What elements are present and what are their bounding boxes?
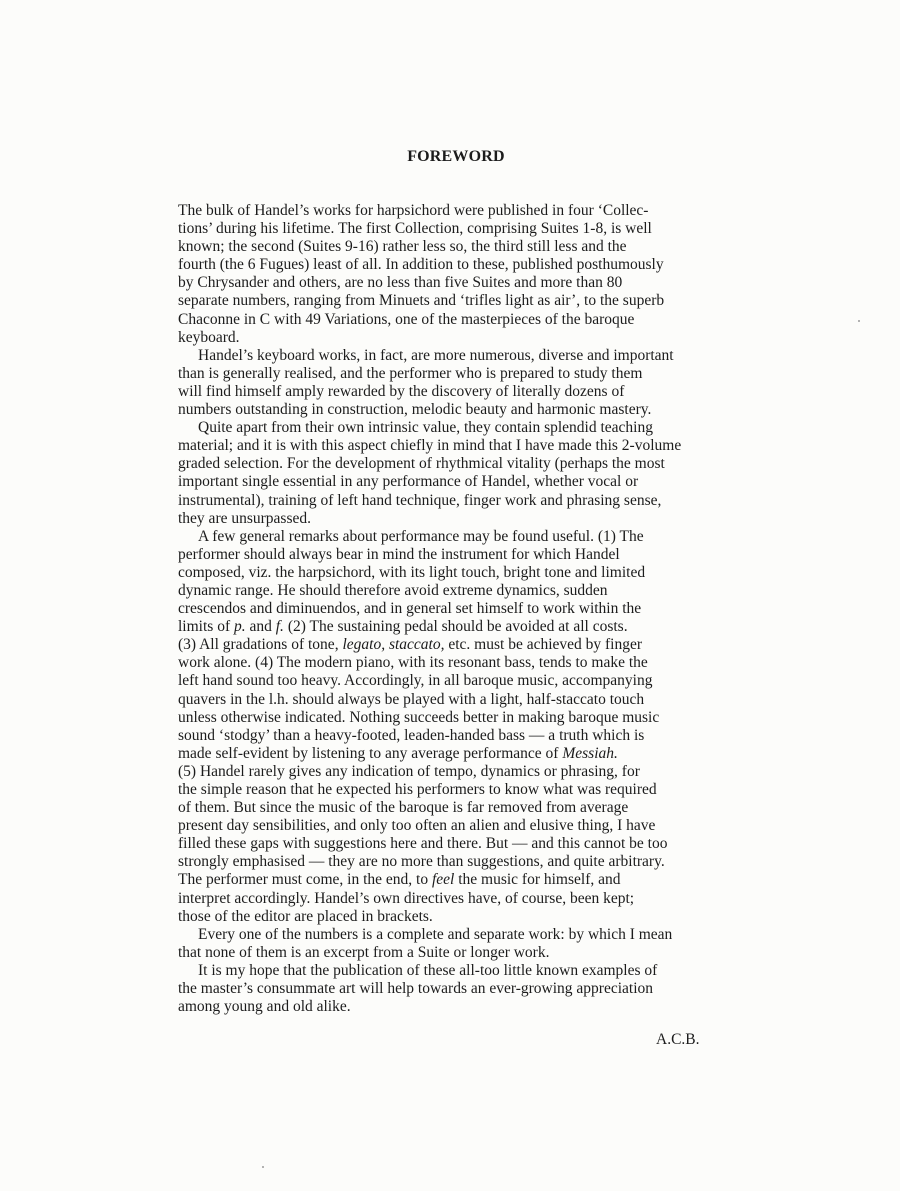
text-line: strongly emphasised — they are no more than suggestions, and quite arbitrary.	[178, 853, 665, 871]
signature: A.C.B.	[656, 1031, 700, 1048]
text-line: crescendos and diminuendos, and in general set himself to work within the	[178, 600, 642, 618]
italic-text: f.	[275, 618, 284, 636]
text-line: Every one of the numbers is a complete and separate work: by which I mean	[198, 925, 673, 943]
text-line: numbers outstanding in construction, melodic beauty and harmonic mastery.	[178, 401, 652, 419]
text-line: left hand sound too heavy. Accordingly, in all baroque music, accompanying	[178, 672, 653, 690]
text-line: It is my hope that the publication of these all-too little known examples of	[198, 961, 658, 979]
italic-text: p.	[233, 618, 246, 636]
text-line: separate numbers, ranging from Minuets and ‘trifles light as air’, to the superb	[178, 292, 665, 310]
text-line: Quite apart from their own intrinsic value, they contain splendid teaching	[198, 419, 653, 437]
text-line	[178, 636, 764, 654]
paper-speck	[858, 320, 860, 322]
text-line	[178, 871, 764, 889]
text-line: dynamic range. He should therefore avoid extreme dynamics, sudden	[178, 581, 608, 599]
text-line: those of the editor are placed in brackets.	[178, 907, 433, 925]
paper-speck	[262, 1166, 264, 1168]
text-segment: the music for himself, and	[454, 871, 621, 889]
text-line: Chaconne in C with 49 Variations, one of the masterpieces of the baroque	[178, 310, 635, 328]
text-line: unless otherwise indicated. Nothing succeeds better in making baroque music	[178, 708, 660, 726]
text-segment: The performer must come, in the end, to	[178, 871, 432, 889]
text-line: will find himself amply rewarded by the discovery of literally dozens of	[178, 382, 625, 400]
text-line: The bulk of Handel’s works for harpsichord were published in four ‘Collec-	[178, 202, 649, 219]
italic-text: feel	[431, 871, 455, 889]
text-segment: (2) The sustaining pedal should be avoided at all costs.	[283, 618, 628, 636]
text-line: important single essential in any performance of Handel, whether vocal or	[178, 473, 639, 491]
text-line: tions’ during his lifetime. The first Collection, comprising Suites 1-8, is well	[178, 220, 652, 238]
text-line: of them. But since the music of the baroque is far removed from average	[178, 799, 629, 817]
text-line: sound ‘stodgy’ than a heavy-footed, leaden-handed bass — a truth which is	[178, 726, 645, 744]
text-line: known; the second (Suites 9-16) rather less so, the third still less and the	[178, 238, 627, 256]
text-line: present day sensibilities, and only too often an alien and elusive thing, I have	[178, 817, 656, 835]
text-segment: (3) All gradations of tone,	[178, 636, 343, 654]
text-line: they are unsurpassed.	[178, 509, 311, 527]
text-line: than is generally realised, and the performer who is prepared to study them	[178, 364, 643, 382]
text-line: that none of them is an excerpt from a Suite or longer work.	[178, 943, 550, 961]
text-line: interpret accordingly. Handel’s own directives have, of course, been kept;	[178, 889, 635, 907]
text-line: graded selection. For the development of rhythmical vitality (perhaps the most	[178, 455, 665, 473]
text-line: (5) Handel rarely gives any indication of tempo, dynamics or phrasing, for	[178, 762, 640, 780]
text-line: quavers in the l.h. should always be played with a light, half-staccato touch	[178, 690, 645, 708]
text-line: work alone. (4) The modern piano, with its resonant bass, tends to make the	[178, 654, 648, 672]
text-line: the master’s consummate art will help towards an ever-growing appreciation	[178, 980, 654, 998]
text-line: composed, viz. the harpsichord, with its light touch, bright tone and limited	[178, 563, 646, 581]
text-line: A few general remarks about performance may be found useful. (1) The	[198, 527, 644, 545]
text-line: material; and it is with this aspect chiefly in mind that I have made this 2-volume	[178, 437, 682, 455]
text-line	[178, 618, 764, 636]
text-line: Handel’s keyboard works, in fact, are more numerous, diverse and important	[198, 346, 674, 364]
text-line: keyboard.	[178, 328, 240, 346]
text-line: filled these gaps with suggestions here and there. But — and this cannot be too	[178, 835, 668, 853]
text-segment: made self-evident by listening to any average performance of	[178, 744, 563, 762]
text-line: the simple reason that he expected his performers to know what was required	[178, 781, 657, 798]
text-segment: and	[245, 618, 276, 636]
text-line	[178, 745, 764, 763]
text-line: fourth (the 6 Fugues) least of all. In addition to these, published posthumously	[178, 256, 664, 274]
page-title: FOREWORD	[407, 148, 505, 165]
italic-text: legato, staccato,	[342, 636, 445, 654]
text-segment: limits of	[178, 618, 234, 636]
text-line: among young and old alike.	[178, 998, 351, 1016]
foreword-body	[178, 202, 764, 1016]
text-line: performer should always bear in mind the instrument for which Handel	[178, 545, 620, 563]
text-line: by Chrysander and others, are no less than five Suites and more than 80	[178, 274, 623, 292]
italic-text: Messiah.	[562, 744, 618, 762]
text-line: instrumental), training of left hand technique, finger work and phrasing sense,	[178, 491, 662, 509]
text-segment: etc. must be achieved by finger	[444, 636, 643, 654]
